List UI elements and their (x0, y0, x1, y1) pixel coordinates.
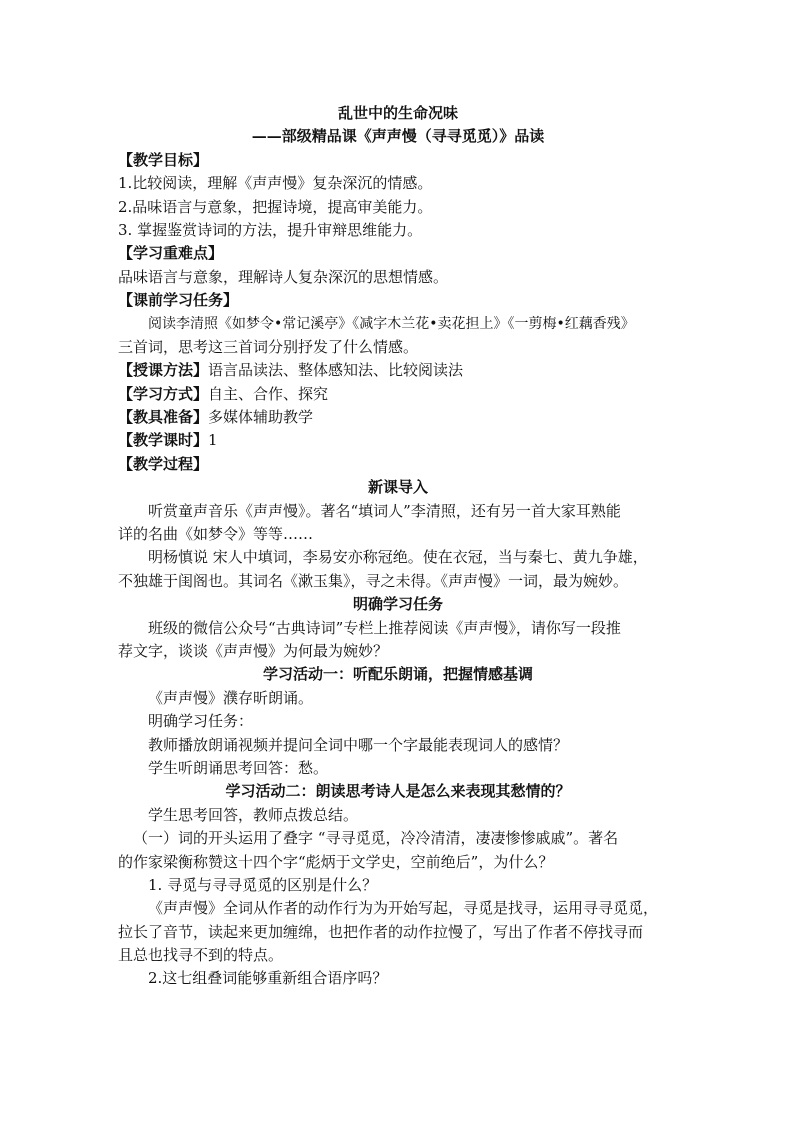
objective-item-1: 1.比较阅读，理解《声声慢》复杂深沉的情感。 (118, 174, 433, 193)
hours-value: 1 (208, 431, 218, 450)
activity2-heading: 学习活动二：朗读思考诗人是怎么来表现其愁情的？ (225, 782, 571, 801)
pre-tasks-line-1: 阅读李清照《如梦令•常记溪亭》《减字木兰花•卖花担上》《一剪梅•红藕香残》 (148, 315, 635, 332)
hours-row (118, 429, 678, 452)
hours-label: 【教学课时】 (118, 431, 209, 450)
task-line-2: 荐文字，谈谈《声声慢》为何最为婉妙？ (118, 641, 389, 660)
process-heading: 【教学过程】 (118, 454, 209, 473)
style-label: 【学习方式】 (118, 384, 209, 403)
activity1-heading: 学习活动一：听配乐朗诵，把握情感基调 (262, 665, 533, 684)
activity2-line-6: 拉长了音节，读起来更加缠绵，也把作者的动作拉慢了，写出了作者不停找寻而 (118, 922, 644, 941)
activity2-line-4: 1. 寻觅与寻寻觅觅的区别是什么？ (148, 875, 378, 894)
style-row (118, 383, 678, 406)
activity1-line-3: 教师播放朗诵视频并提问全词中哪一个字最能表现词人的感情？ (148, 735, 569, 754)
pre-tasks-heading: 【课前学习任务】 (118, 291, 239, 310)
activity2-line-2: （一）词的开头运用了叠字 “寻寻觅觅，冷冷清清，凄凄惨惨戚戚”。著名 (133, 829, 619, 848)
objective-item-2: 2.品味语言与意象，把握诗境，提高审美能力。 (118, 197, 433, 216)
objectives-heading: 【教学目标】 (118, 150, 209, 169)
method-label: 【授课方法】 (118, 361, 209, 380)
tools-value: 多媒体辅助教学 (208, 408, 314, 427)
activity1-line-2: 明确学习任务： (148, 712, 254, 731)
document-body (118, 102, 678, 991)
intro-line-4: 不独雄于闺阁也。其词名《漱玉集》，寻之未得。《声声慢》一词，最为婉妙。 (118, 571, 629, 590)
task-line-1: 班级的微信公众号“古典诗词”专栏上推荐阅读《声声慢》，请你写一段推 (148, 618, 621, 637)
intro-line-2: 详的名曲《如梦令》等等…… (118, 525, 314, 544)
activity1-line-1: 《声声慢》濮存昕朗诵。 (148, 688, 314, 707)
objective-item-3: 3. 掌握鉴赏诗词的方法，提升审辩思维能力。 (118, 220, 423, 239)
pre-tasks-line-2: 三首词，思考这三首词分别抒发了什么情感。 (118, 337, 419, 356)
activity2-line-8: 2.这七组叠词能够重新组合语序吗？ (148, 969, 388, 988)
key-points-heading: 【学习重难点】 (118, 244, 224, 263)
task-heading: 明确学习任务 (352, 595, 443, 614)
activity2-line-3: 的作家梁衡称赞这十四个字“彪炳于文学史，空前绝后”，为什么？ (118, 852, 554, 871)
style-value: 自主、合作、探究 (208, 384, 329, 403)
tools-label: 【教具准备】 (118, 408, 209, 427)
tools-row (118, 406, 678, 429)
method-value: 语言品读法、整体感知法、比较阅读法 (208, 361, 464, 380)
document-title: 乱世中的生命况味 (337, 104, 458, 122)
intro-line-1: 听赏童声音乐《声声慢》。著名“填词人”李清照，还有另一首大家耳熟能 (148, 501, 621, 520)
activity2-line-1: 学生思考回答，教师点拨总结。 (148, 805, 359, 824)
method-row (118, 359, 678, 382)
intro-heading: 新课导入 (367, 478, 428, 497)
intro-line-3: 明杨慎说 宋人中填词，李易安亦称冠绝。使在衣冠，当与秦七、黄九争雄， (148, 548, 648, 567)
activity2-line-7: 且总也找寻不到的特点。 (118, 946, 284, 965)
activity1-line-4: 学生听朗诵思考回答：愁。 (148, 758, 329, 777)
activity2-line-5: 《声声慢》全词从作者的动作行为为开始写起，寻觅是找寻，运用寻寻觅觅， (148, 899, 659, 918)
document-subtitle: ——部级精品课《声声慢（寻寻觅觅）》品读 (251, 127, 545, 146)
key-points-text: 品味语言与意象，理解诗人复杂深沉的思想情感。 (118, 267, 449, 286)
